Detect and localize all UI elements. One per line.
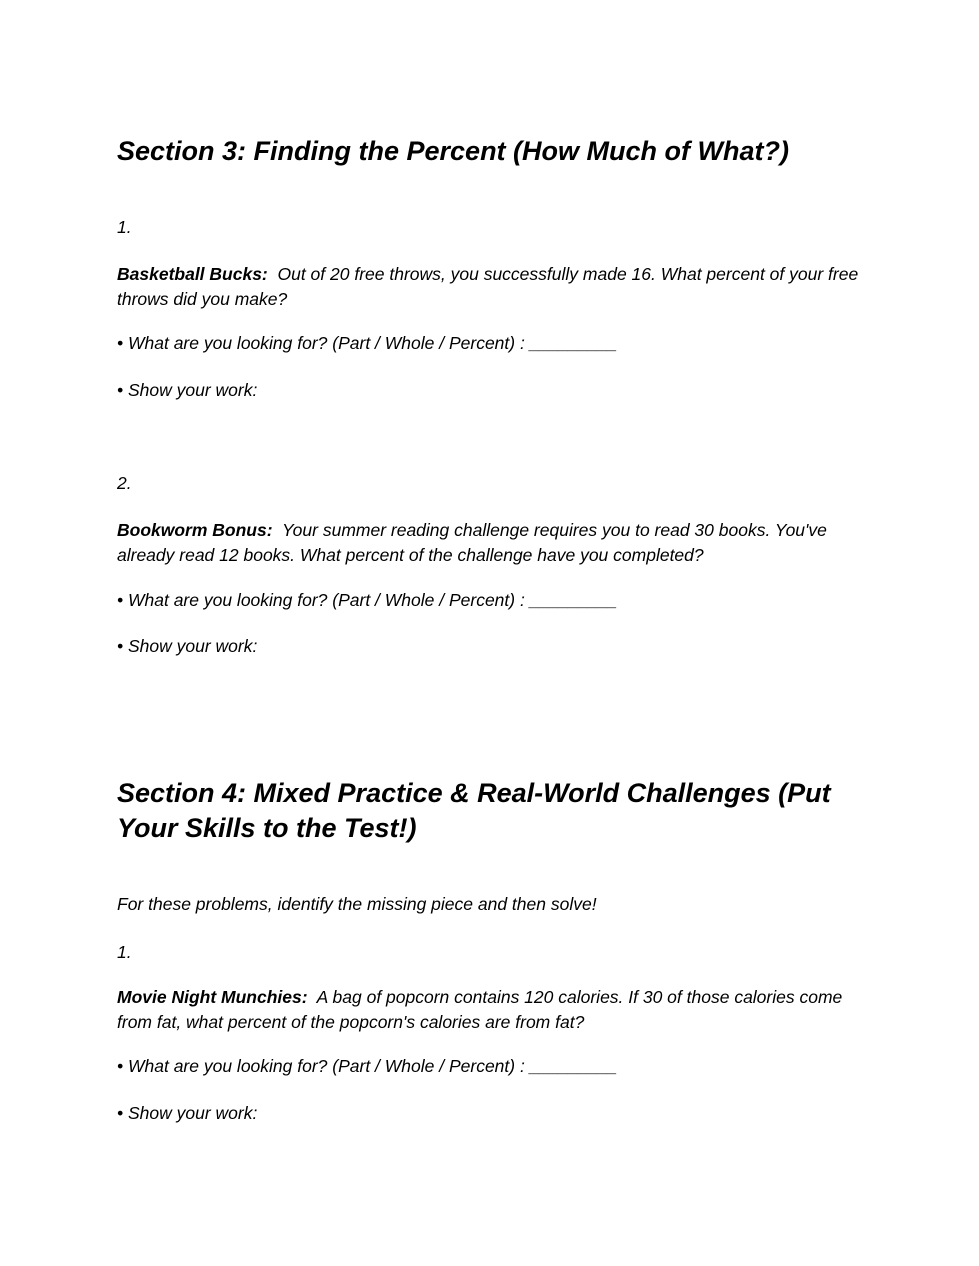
section-3-heading: Section 3: Finding the Percent (How Much of What?) bbox=[117, 136, 789, 166]
section-intro: For these problems, identify the missing piece and then solve! bbox=[117, 894, 597, 914]
problem-number: 1. bbox=[117, 942, 132, 962]
show-work-prompt: • Show your work: bbox=[117, 380, 258, 400]
problem-statement bbox=[117, 518, 865, 568]
problem-text: A bag of popcorn contains 120 calories. If 30 of those calories come from fat, what percent of the popcorn's calories are from fat? bbox=[117, 987, 848, 1032]
problem-text: Your summer reading challenge requires you to read 30 books. You've already read 12 books. What percent of the challenge have you completed? bbox=[117, 520, 832, 565]
problem-label: Movie Night Munchies: bbox=[117, 987, 308, 1007]
problem-text: Out of 20 free throws, you successfully made 16. What percent of your free throws did you make? bbox=[117, 264, 864, 309]
looking-for-prompt: • What are you looking for? (Part / Whole / Percent) : _________ bbox=[117, 590, 618, 610]
problem-label: Bookworm Bonus: bbox=[117, 520, 273, 540]
problem-number: 2. bbox=[117, 473, 132, 493]
looking-for-prompt: • What are you looking for? (Part / Whole / Percent) : _________ bbox=[117, 333, 618, 353]
problem-number: 1. bbox=[117, 217, 132, 237]
problem-label: Basketball Bucks: bbox=[117, 264, 268, 284]
show-work-prompt: • Show your work: bbox=[117, 1103, 258, 1123]
problem-statement bbox=[117, 985, 865, 1035]
show-work-prompt: • Show your work: bbox=[117, 636, 258, 656]
section-4-heading: Section 4: Mixed Practice & Real-World Challenges (Put Your Skills to the Test!) bbox=[117, 778, 831, 843]
problem-statement bbox=[117, 262, 865, 312]
looking-for-prompt: • What are you looking for? (Part / Whole / Percent) : _________ bbox=[117, 1056, 618, 1076]
